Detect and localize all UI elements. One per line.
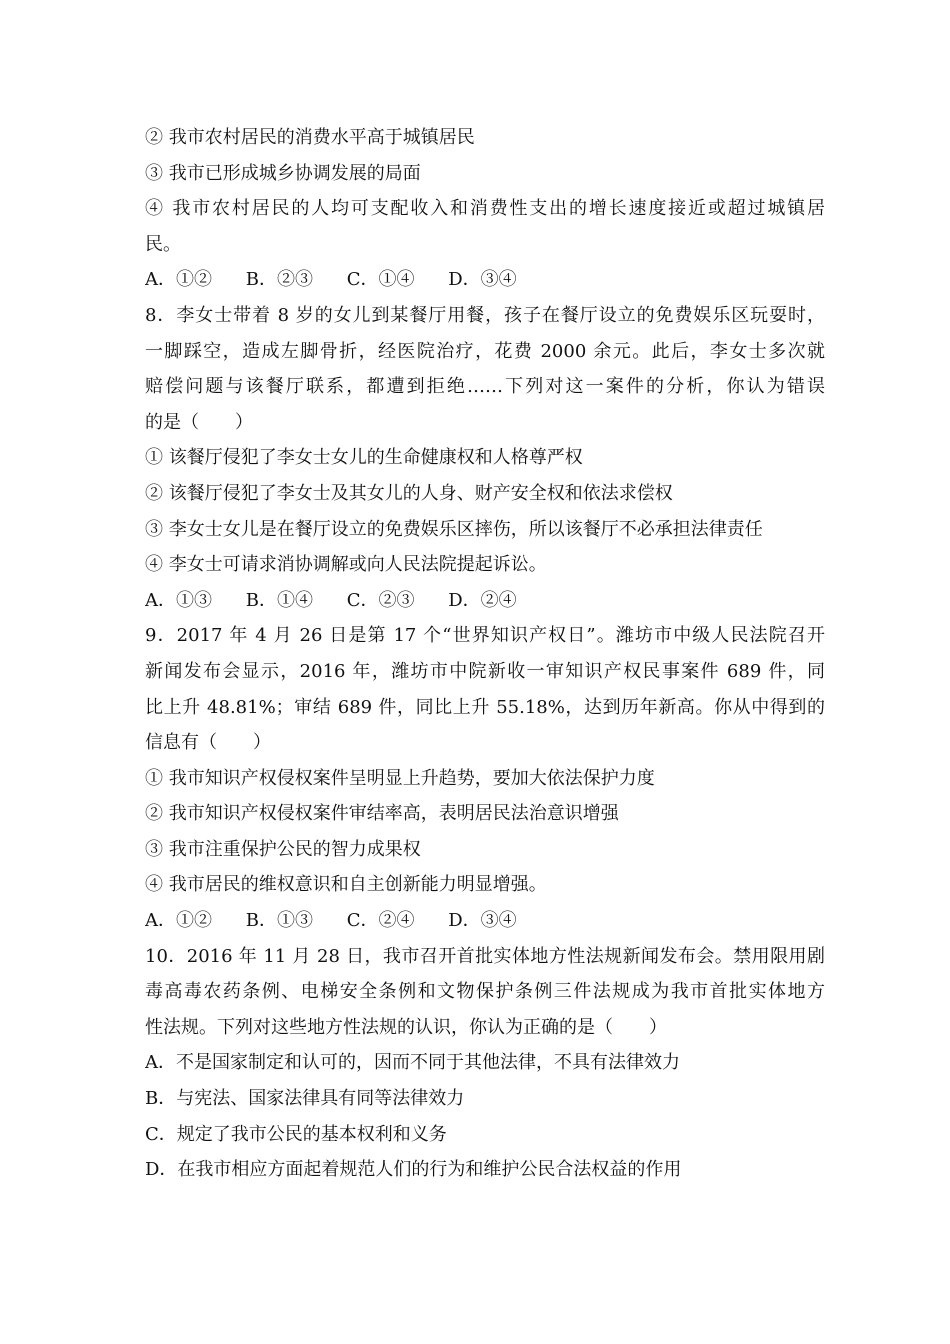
q8-choice-c: C．②③ bbox=[346, 589, 415, 611]
q7-choice-a: A．①② bbox=[145, 269, 212, 291]
q7-choice-d: D．③④ bbox=[448, 269, 517, 291]
q9-option-4: ④ 我市居民的维权意识和自主创新能力明显增强。 bbox=[145, 874, 547, 896]
q10-option-a: A．不是国家制定和认可的，因而不同于其他法律，不具有法律效力 bbox=[145, 1052, 680, 1074]
q8-option-3: ③ 李女士女儿是在餐厅设立的免费娱乐区摔伤，所以该餐厅不必承担法律责任 bbox=[145, 518, 763, 540]
q7-option-4-line1: ④ 我市农村居民的人均可支配收入和消费性支出的增长速度接近或超过城镇居 bbox=[145, 198, 825, 220]
q8-option-1: ① 该餐厅侵犯了李女士女儿的生命健康权和人格尊严权 bbox=[145, 447, 583, 469]
q7-option-4-line2: 民。 bbox=[145, 233, 181, 255]
q8-stem-line2: 一脚踩空，造成左脚骨折，经医院治疗，花费 2000 余元。此后，李女士多次就 bbox=[145, 340, 825, 362]
q10-stem-line1: 10．2016 年 11 月 28 日，我市召开首批实体地方性法规新闻发布会。禁用限用剧 bbox=[145, 945, 825, 967]
q8-stem-line3: 赔偿问题与该餐厅联系，都遭到拒绝……下列对这一案件的分析，你认为错误 bbox=[145, 376, 825, 398]
q7-choice-b: B．②③ bbox=[245, 269, 313, 291]
q10-option-b: B．与宪法、国家法律具有同等法律效力 bbox=[145, 1088, 465, 1110]
exam-page bbox=[145, 120, 825, 1188]
q8-choices bbox=[145, 583, 825, 619]
q10-option-c: C．规定了我市公民的基本权利和义务 bbox=[145, 1123, 447, 1145]
q7-choices bbox=[145, 262, 825, 298]
q9-choice-a: A．①② bbox=[145, 910, 212, 932]
q8-choice-a: A．①③ bbox=[145, 589, 212, 611]
q9-choice-b: B．①③ bbox=[245, 910, 313, 932]
q9-choice-c: C．②④ bbox=[346, 910, 415, 932]
q10-stem-line2: 毒高毒农药条例、电梯安全条例和文物保护条例三件法规成为我市首批实体地方 bbox=[145, 981, 825, 1003]
q9-stem-line4: 信息有（ ） bbox=[145, 732, 271, 754]
q9-stem-line1: 9．2017 年 4 月 26 日是第 17 个“世界知识产权日”。潍坊市中级人民法院召开 bbox=[145, 625, 825, 647]
q7-option-3: ③ 我市已形成城乡协调发展的局面 bbox=[145, 162, 421, 184]
q10-option-d: D．在我市相应方面起着规范人们的行为和维护公民合法权益的作用 bbox=[145, 1159, 682, 1181]
q9-stem-line2: 新闻发布会显示，2016 年，潍坊市中院新收一审知识产权民事案件 689 件，同 bbox=[145, 660, 825, 682]
q9-choices bbox=[145, 903, 825, 939]
q8-stem-line4: 的是（ ） bbox=[145, 411, 253, 433]
q7-choice-c: C．①④ bbox=[346, 269, 415, 291]
q7-option-2: ② 我市农村居民的消费水平高于城镇居民 bbox=[145, 127, 475, 148]
q8-stem-line1: 8．李女士带着 8 岁的女儿到某餐厅用餐，孩子在餐厅设立的免费娱乐区玩耍时， bbox=[145, 304, 825, 326]
q8-choice-d: D．②④ bbox=[448, 589, 517, 611]
q9-stem-line3: 比上升 48.81%；审结 689 件，同比上升 55.18%，达到历年新高。你从中得到的 bbox=[145, 696, 825, 718]
q9-choice-d: D．③④ bbox=[448, 910, 517, 932]
q9-option-3: ③ 我市注重保护公民的智力成果权 bbox=[145, 838, 421, 860]
q9-option-2: ② 我市知识产权侵权案件审结率高，表明居民法治意识增强 bbox=[145, 803, 619, 825]
q9-option-1: ① 我市知识产权侵权案件呈明显上升趋势，要加大依法保护力度 bbox=[145, 767, 655, 789]
q8-choice-b: B．①④ bbox=[245, 589, 313, 611]
q8-option-2: ② 该餐厅侵犯了李女士及其女儿的人身、财产安全权和依法求偿权 bbox=[145, 482, 673, 504]
q8-option-4: ④ 李女士可请求消协调解或向人民法院提起诉讼。 bbox=[145, 554, 547, 576]
q10-stem-line3: 性法规。下列对这些地方性法规的认识，你认为正确的是（ ） bbox=[145, 1016, 667, 1038]
